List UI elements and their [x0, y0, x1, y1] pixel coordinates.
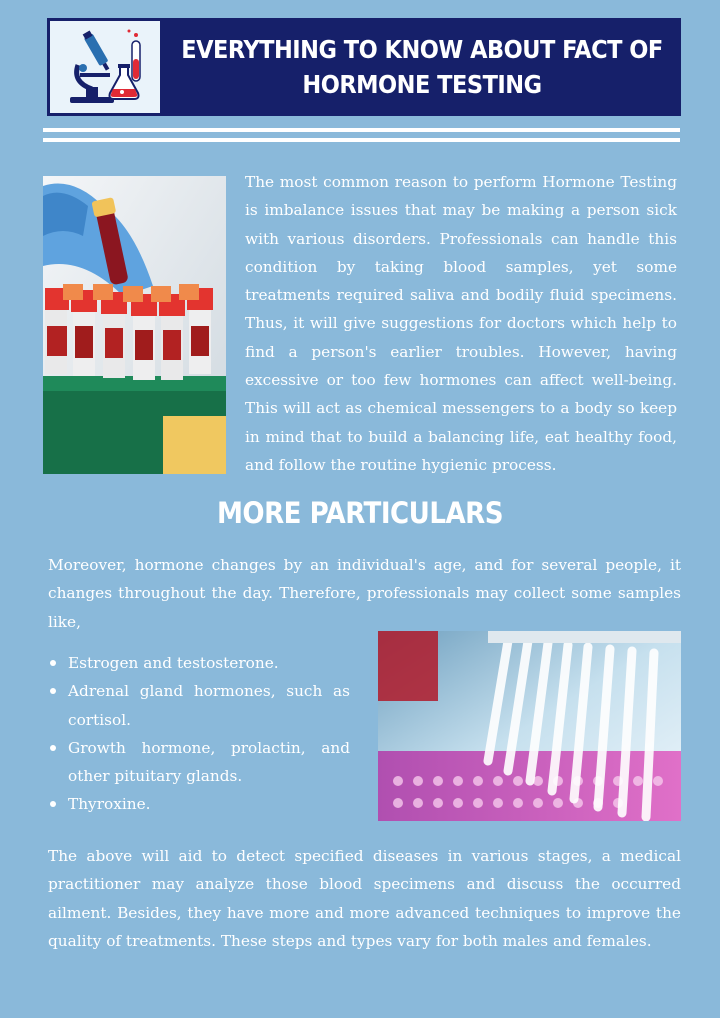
title-line-1: EVERYTHING TO KNOW ABOUT FACT OF	[181, 35, 663, 64]
list-item: Growth hormone, prolactin, and other pituitary glands.	[48, 734, 350, 791]
divider-top	[43, 128, 680, 132]
blood-tubes-photo	[43, 176, 226, 474]
header-banner	[47, 18, 681, 116]
list-item: Estrogen and testosterone.	[48, 649, 350, 677]
particulars-paragraph: Moreover, hormone changes by an individual's age, and for several people, it changes throughout the day. Therefore, professionals may collect some samples like,	[48, 556, 681, 631]
lab-logo	[47, 18, 163, 116]
divider-bottom	[43, 138, 680, 142]
list-item: Adrenal gland hormones, such as cortisol.	[48, 677, 350, 734]
microscope-flask-icon	[62, 27, 148, 107]
intro-paragraph: The most common reason to perform Hormone Testing is imbalance issues that may be making a person sick with various disorders. Professionals can handle this condition by taking blood samples, yet some treatments required saliva and bodily fluid specimens. Thus, it will give suggestions for doctors which help to find a person's earlier troubles. However, having excessive or too few hormones can affect well-being. This will act as chemical messengers to a body so keep in mind that to build a balancing life, eat healthy food, and follow the routine hygienic process.	[245, 173, 677, 474]
title-line-2: HORMONE TESTING	[302, 70, 542, 99]
page-title	[163, 18, 681, 116]
sample-list	[48, 649, 350, 819]
list-item: Thyroxine.	[48, 790, 350, 818]
section-heading: MORE PARTICULARS	[216, 496, 504, 530]
conclusion-paragraph: The above will aid to detect specified diseases in various stages, a medical practitioner may analyze those blood specimens and discuss the occurred ailment. Besides, they have more and more advanced techniques to improve the quality of treatments. These steps and types vary for both males and females.	[48, 847, 681, 950]
pipette-plate-photo	[378, 631, 681, 821]
